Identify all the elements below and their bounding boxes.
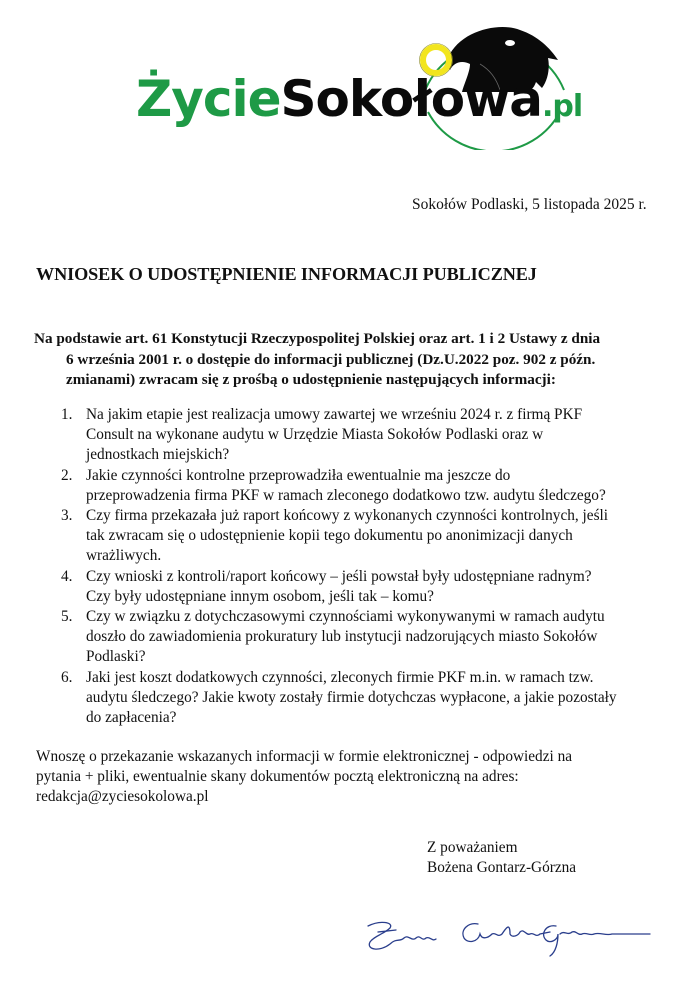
question-line: Jaki jest koszt dodatkowych czynności, zleconych firmie PKF m.in. w ramach tzw. [86,668,594,686]
question-line: Czy w związku z dotychczasowymi czynnościami wykonywanymi w ramach audytu [86,608,605,626]
logo-word-pl: .pl [542,89,583,124]
signer-name: Bożena Gontarz-Górzna [427,859,577,877]
question-item [52,567,682,607]
logo-wordmark [136,70,583,128]
question-number: 3. [61,507,73,525]
question-line: jednostkach miejskich? [86,446,230,464]
question-item [52,668,682,729]
site-logo [130,0,583,150]
question-line: Czy wnioski z kontroli/raport końcowy – jeśli powstał były udostępniane radnym? [86,567,592,585]
regards-block [427,838,576,878]
question-item [52,607,682,668]
logo-word-zycie: Życie [136,70,281,128]
question-item [52,405,682,466]
email-address: redakcja@zyciesokolowa.pl [36,788,209,806]
legal-basis-paragraph [34,329,674,391]
intro-line: Na podstawie art. 61 Konstytucji Rzeczypospolitej Polskiej oraz art. 1 i 2 Ustawy z dnia [34,330,601,347]
question-line: audytu śledczego? Jakie kwoty zostały firmie dotychczas wypłacone, a jakie pozostały [86,688,617,706]
document-title: WNIOSEK O UDOSTĘPNIENIE INFORMACJI PUBLICZNEJ [36,264,537,284]
question-line: Consult na wykonane audytu w Urzędzie Miasta Sokołów Podlaski oraz w [86,426,544,444]
question-number: 4. [61,567,73,585]
questions-list [52,405,682,728]
question-line: Podlaski? [86,648,146,666]
question-item [52,506,682,567]
question-line: Czy były udostępniane innym osobom, jeśli tak – komu? [86,587,434,605]
date-line: Sokołów Podlaski, 5 listopada 2025 r. [412,196,647,213]
question-line: wrażliwych. [86,547,162,565]
question-line: doszło do zawiadomienia prokuratury lub instytucji nadzorujących miasto Sokołów [86,628,598,646]
question-line: Na jakim etapie jest realizacja umowy zawartej we wrześniu 2024 r. z firmą PKF [86,406,583,423]
intro-line: zmianami) zwracam się z prośbą o udostępnienie następujących informacji: [66,371,556,388]
closing-line: pytania + pliki, ewentualnie skany dokumentów pocztą elektroniczną na adres: [36,768,519,786]
handwritten-signature [360,912,660,962]
question-number: 5. [61,608,73,626]
question-number: 2. [61,466,73,484]
closing-line: Wnoszę o przekazanie wskazanych informacji w formie elektronicznej - odpowiedzi na [36,748,573,765]
regards-line: Z poważaniem [427,839,518,856]
intro-line: 6 września 2001 r. o dostępie do informacji publicznej (Dz.U.2022 poz. 902 z późn. [66,350,596,368]
question-line: przeprowadzenia firma PKF w ramach zleconego dodatkowo tzw. audytu śledczego? [86,486,606,504]
logo-word-sokolowa: Sokołowa [280,70,543,128]
eagle-eye-icon [505,40,515,46]
closing-paragraph [36,747,686,808]
question-number: 1. [61,406,73,423]
question-item [52,466,682,506]
question-line: do zapłacenia? [86,709,177,727]
question-number: 6. [61,668,73,686]
question-line: Jakie czynności kontrolne przeprowadziła ewentualnie ma jeszcze do [86,466,511,484]
question-line: tak zwracam się o udostępnienie kopii tego dokumentu po anonimizacji danych [86,527,573,545]
question-line: Czy firma przekazała już raport końcowy z wykonanych czynności kontrolnych, jeśli [86,507,609,525]
